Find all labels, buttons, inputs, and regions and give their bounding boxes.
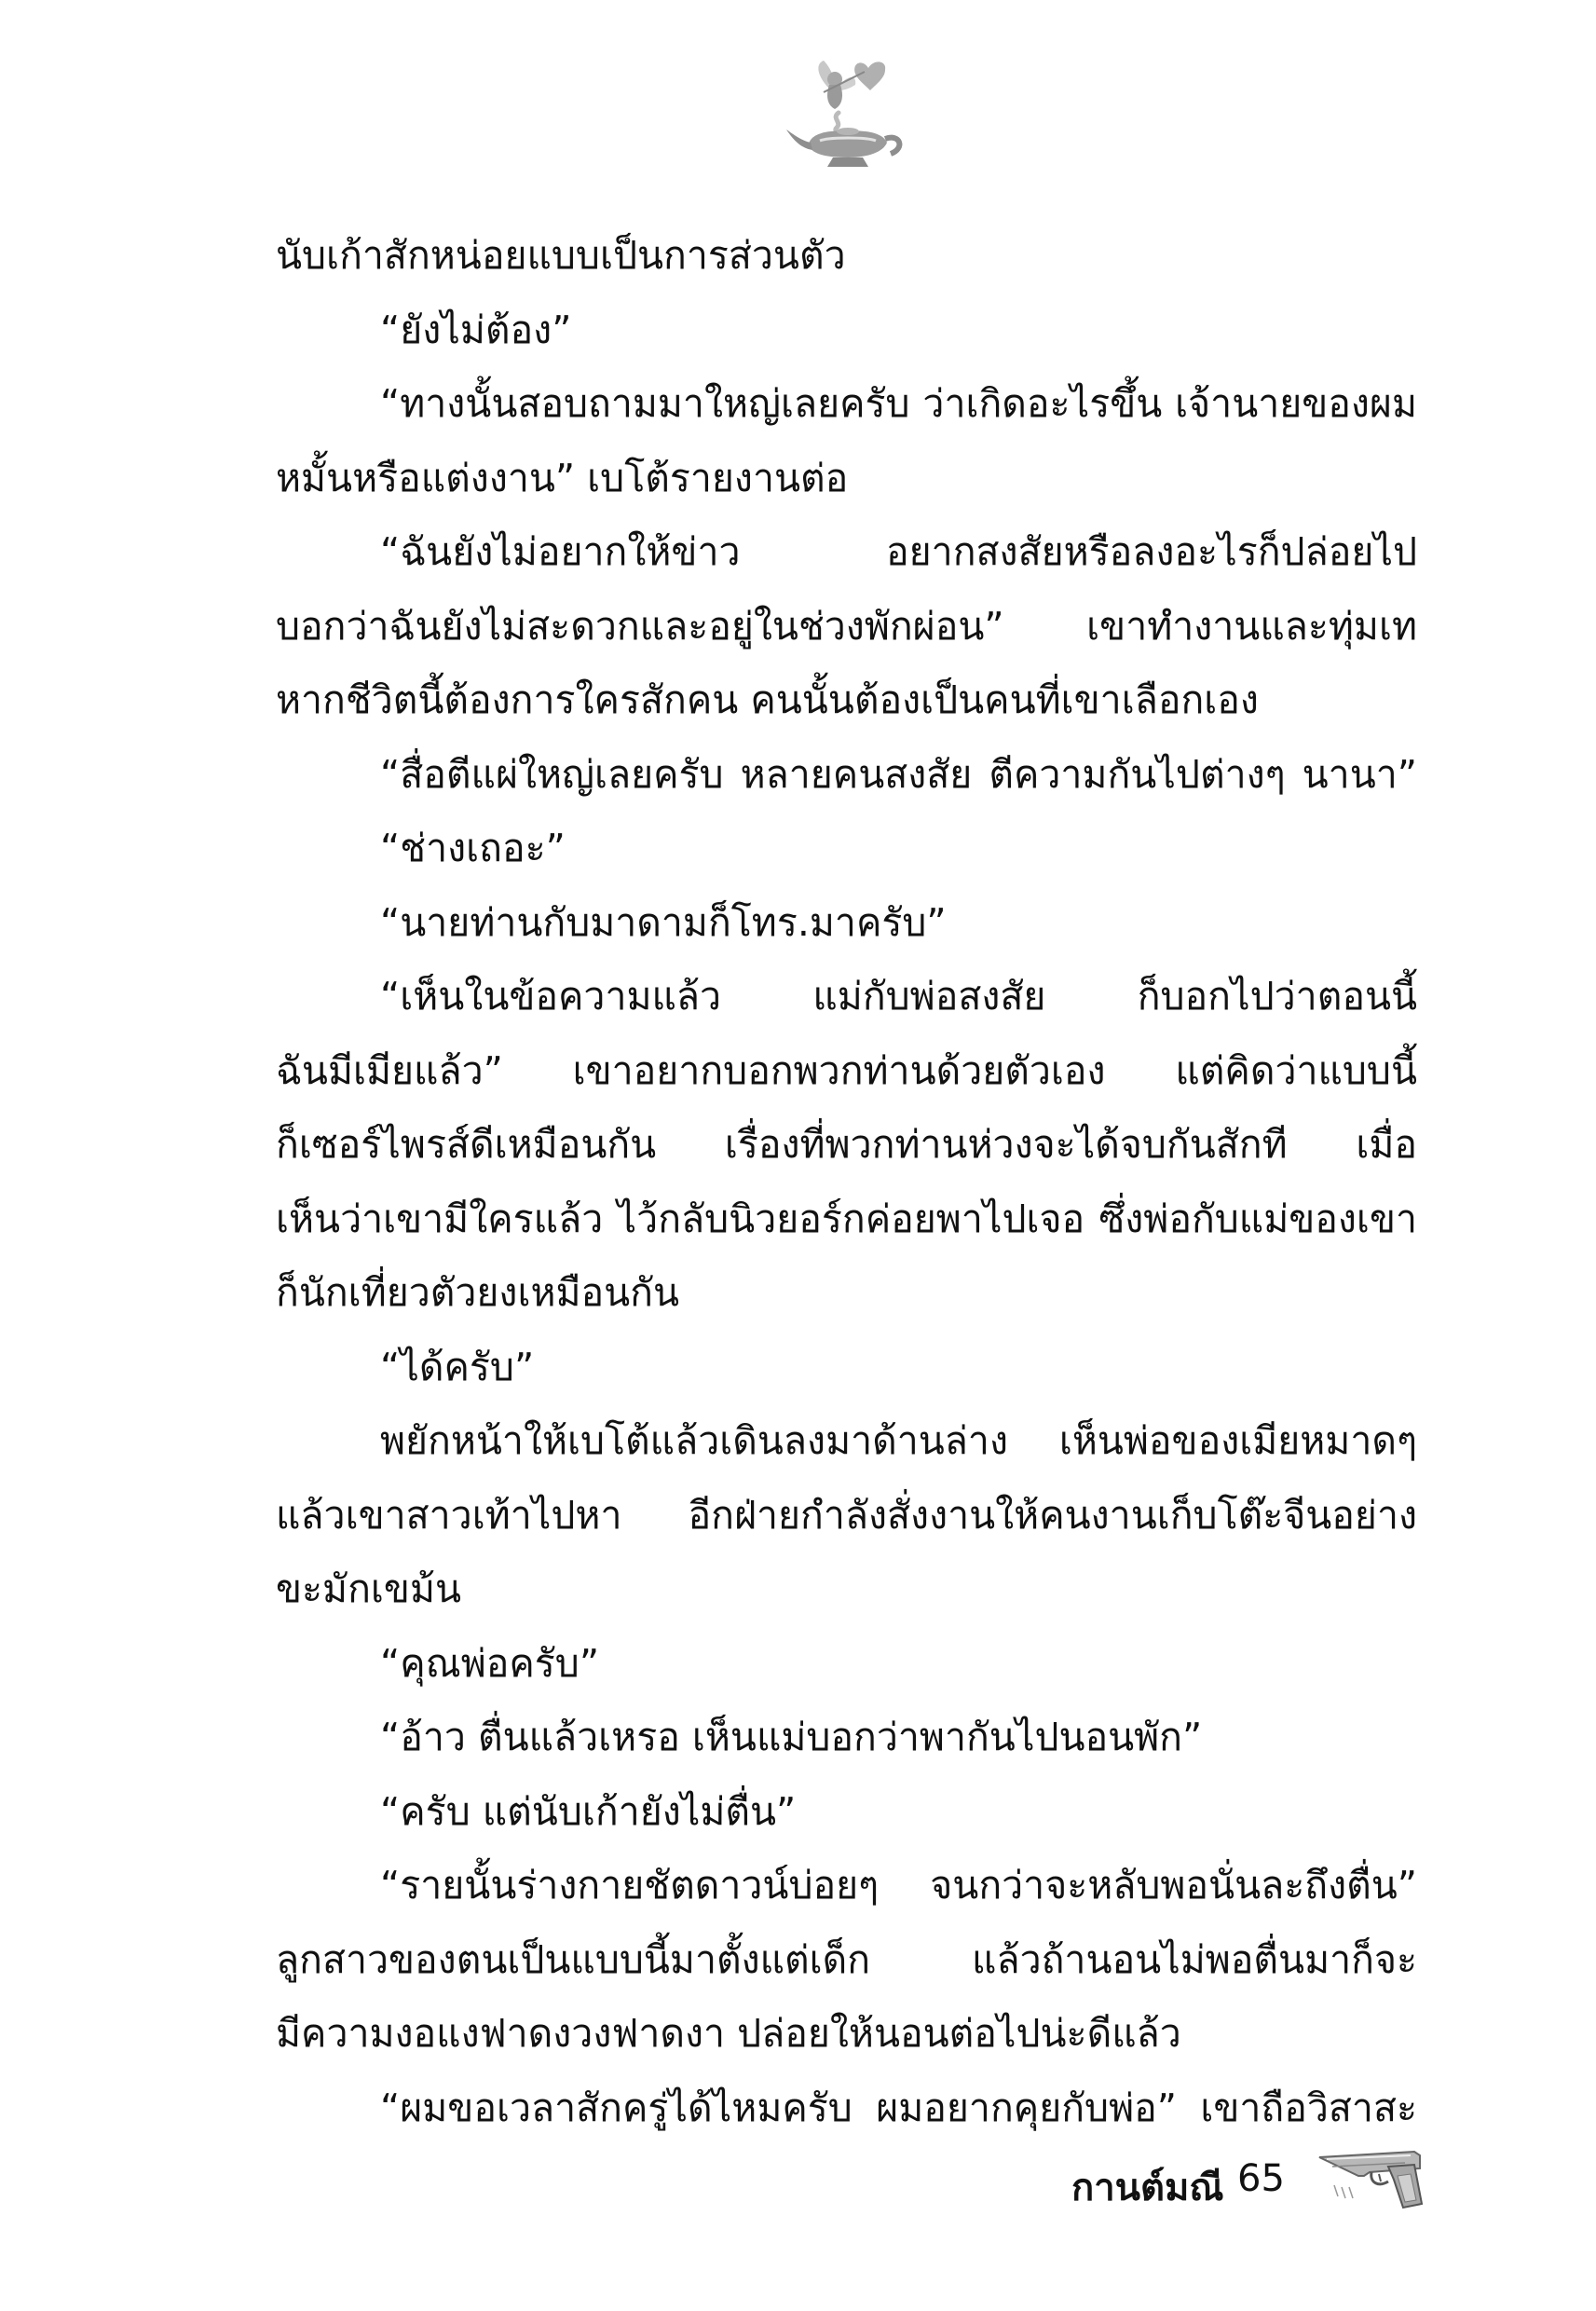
text-line: “อ้าว ตื่นแล้วเหรอ เห็นแม่บอกว่าพากันไปนอนพัก”: [380, 1715, 1203, 1759]
text-line: “นายท่านกับมาดามก็โทร.มาครับ”: [380, 899, 947, 945]
text-line: ลูกสาวของตนเป็นแบบนี้มาตั้งแต่เด็ก แล้วถ้านอนไม่พอตื่นมาก็จะ: [276, 1936, 1417, 1982]
text-line: “ครับ แต่นับเก้ายังไม่ตื่น”: [380, 1788, 797, 1834]
book-title: กานต์มณี: [1071, 2167, 1224, 2209]
text-line: บอกว่าฉันยังไม่สะดวกและอยู่ในช่วงพักผ่อน” เขาทำงานและทุ่มเท: [276, 603, 1417, 649]
text-line: นับเก้าสักหน่อยแบบเป็นการส่วนตัว: [276, 233, 846, 278]
text-line: “คุณพ่อครับ”: [380, 1640, 600, 1686]
text-line: ฉันมีเมียแล้ว” เขาอยากบอกพวกท่านด้วยตัวเอง แต่คิดว่าแบบนี้: [276, 1047, 1417, 1093]
text-line: เห็นว่าเขามีใครแล้ว ไว้กลับนิวยอร์กค่อยพาไปเจอ ซึ่งพ่อกับแม่ของเขา: [276, 1196, 1417, 1241]
text-line: “สื่อตีแผ่ใหญ่เลยครับ หลายคนสงสัย ตีความกันไปต่างๆ นานา”: [380, 751, 1417, 797]
text-line: “ช่างเถอะ”: [380, 826, 566, 870]
text-line: มีความงอแงฟาดงวงฟาดงา ปล่อยให้นอนต่อไปน่ะดีแล้ว: [276, 2011, 1181, 2056]
text-line: แล้วเขาสาวเท้าไปหา อีกฝ่ายกำลังสั่งงานให้คนงานเก็บโต๊ะจีนอย่าง: [276, 1492, 1417, 1538]
text-line: “ผมขอเวลาสักครู่ได้ไหมครับ ผมอยากคุยกับพ่อ” เขาถือวิสาสะ: [380, 2085, 1417, 2130]
text-line: “รายนั้นร่างกายชัตดาวน์บ่อยๆ จนกว่าจะหลับพอนั่นละถึงตื่น”: [380, 1863, 1417, 1908]
text-line: ขะมักเขม้น: [276, 1566, 461, 1611]
pistol-icon: [1314, 2148, 1425, 2211]
lamp-cupid-ornament-icon: [783, 51, 913, 172]
text-line: หากชีวิตนี้ต้องการใครสักคน คนนั้นต้องเป็นคนที่เขาเลือกเอง: [276, 677, 1259, 722]
page-footer: [0, 2148, 1596, 2222]
text-line: “ฉันยังไม่อยากให้ข่าว อยากสงสัยหรือลงอะไรก็ปล่อยไป: [380, 529, 1417, 574]
text-line: พยักหน้าให้เบโต้แล้วเดินลงมาด้านล่าง เห็นพ่อของเมียหมาดๆ: [380, 1418, 1417, 1463]
text-line: “เห็นในข้อความแล้ว แม่กับพ่อสงสัย ก็บอกไปว่าตอนนี้: [380, 974, 1417, 1019]
text-line: หมั้นหรือแต่งงาน” เบโต้รายงานต่อ: [276, 455, 849, 500]
text-line: ก็นักเที่ยวตัวยงเหมือนกัน: [276, 1270, 680, 1315]
body-text: [276, 219, 1417, 2145]
text-line: “ได้ครับ”: [380, 1344, 535, 1389]
text-line: “ยังไม่ต้อง”: [380, 307, 572, 352]
page-number: 65: [1237, 2157, 1285, 2200]
text-line: ก็เซอร์ไพรส์ดีเหมือนกัน เรื่องที่พวกท่านห่วงจะได้จบกันสักที เมื่อ: [276, 1122, 1417, 1167]
text-line: “ทางนั้นสอบถามมาใหญ่เลยครับ ว่าเกิดอะไรขึ้น เจ้านายของผม: [380, 381, 1417, 426]
